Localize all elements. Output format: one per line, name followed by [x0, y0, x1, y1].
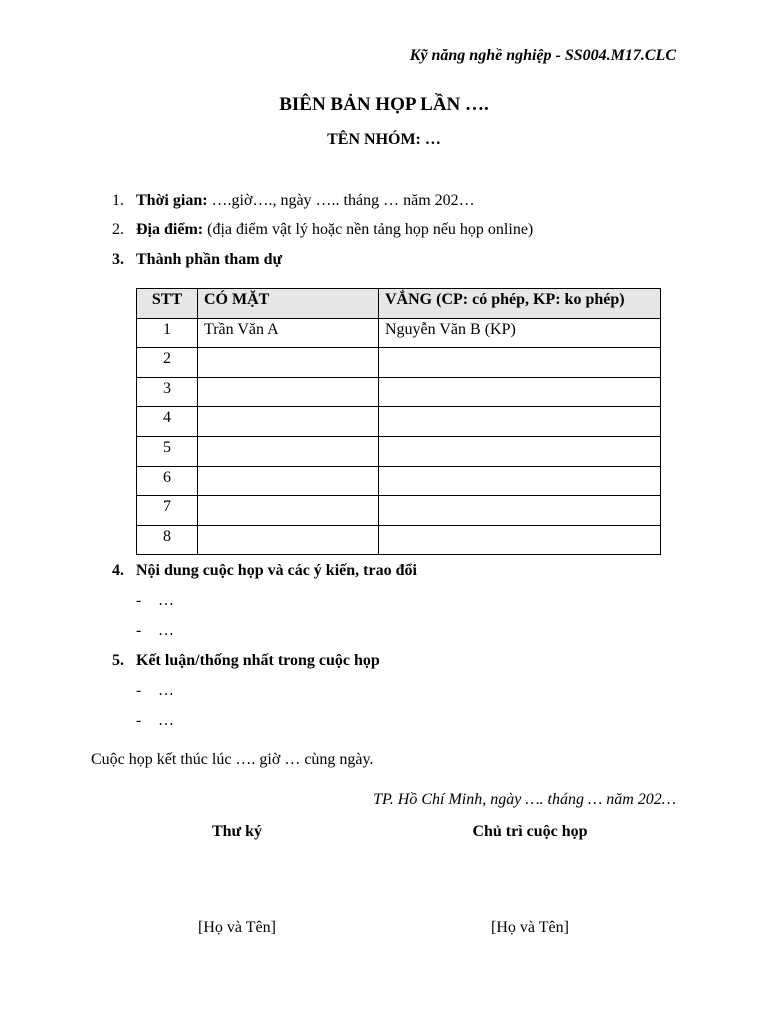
item-label: Nội dung cuộc họp và các ý kiến, trao đổi	[136, 562, 417, 579]
cell-absent	[379, 496, 661, 526]
table-header-row	[137, 289, 661, 319]
item-content	[112, 562, 417, 580]
cell-present	[198, 525, 379, 555]
table-row	[137, 436, 661, 466]
table-row	[137, 407, 661, 437]
cell-absent	[379, 348, 661, 378]
list-item: - …	[136, 622, 174, 639]
header-absent: VẮNG (CP: có phép, KP: ko phép)	[379, 289, 661, 319]
table-row	[137, 496, 661, 526]
item-number: 5.	[112, 652, 124, 669]
item-number: 3.	[112, 251, 124, 268]
table-row	[137, 525, 661, 555]
item-location	[112, 221, 533, 239]
table-row	[137, 377, 661, 407]
cell-stt: 8	[137, 525, 198, 555]
item-text: ….giờ…., ngày ….. tháng … năm 202…	[207, 192, 475, 209]
item-time	[112, 192, 475, 210]
closing-text: Cuộc họp kết thúc lúc …. giờ … cùng ngày.	[91, 751, 374, 768]
cell-absent: Nguyễn Văn B (KP)	[379, 318, 661, 348]
attendance-table	[136, 288, 661, 555]
item-label: Thành phần tham dự	[136, 251, 283, 268]
cell-stt: 7	[137, 496, 198, 526]
list-item: - …	[136, 712, 174, 729]
table-row	[137, 318, 661, 348]
document-title: BIÊN BẢN HỌP LẦN ….	[279, 94, 489, 115]
table-row	[137, 348, 661, 378]
cell-stt: 5	[137, 436, 198, 466]
cell-present	[198, 466, 379, 496]
cell-absent	[379, 436, 661, 466]
secretary-name: [Họ và Tên]	[198, 919, 276, 936]
table-row	[137, 466, 661, 496]
header-note: Kỹ năng nghề nghiệp - SS004.M17.CLC	[409, 47, 676, 64]
place-date: TP. Hồ Chí Minh, ngày …. tháng … năm 202…	[373, 791, 676, 808]
cell-absent	[379, 525, 661, 555]
chair-title: Chủ trì cuộc họp	[472, 823, 588, 840]
secretary-title: Thư ký	[211, 823, 263, 840]
cell-present	[198, 348, 379, 378]
item-conclusion	[112, 652, 380, 670]
item-label: Địa điểm:	[136, 221, 204, 238]
header-stt: STT	[137, 289, 198, 319]
cell-absent	[379, 466, 661, 496]
item-attendance	[112, 251, 282, 269]
cell-absent	[379, 377, 661, 407]
item-label: Thời gian:	[136, 192, 208, 209]
item-number: 2.	[112, 221, 124, 238]
item-number: 4.	[112, 562, 124, 579]
group-name: TÊN NHÓM: …	[327, 131, 441, 148]
chair-name: [Họ và Tên]	[491, 919, 569, 936]
cell-stt: 1	[137, 318, 198, 348]
list-item: - …	[136, 682, 174, 699]
cell-stt: 2	[137, 348, 198, 378]
cell-stt: 6	[137, 466, 198, 496]
cell-present	[198, 407, 379, 437]
item-text: (địa điểm vật lý hoặc nền tảng họp nếu họp online)	[203, 221, 534, 238]
cell-present	[198, 436, 379, 466]
cell-present	[198, 496, 379, 526]
item-number: 1.	[112, 192, 124, 209]
list-item: - …	[136, 592, 174, 609]
cell-stt: 4	[137, 407, 198, 437]
cell-present: Trần Văn A	[198, 318, 379, 348]
cell-absent	[379, 407, 661, 437]
cell-present	[198, 377, 379, 407]
cell-stt: 3	[137, 377, 198, 407]
header-present: CÓ MẶT	[198, 289, 379, 319]
item-label: Kết luận/thống nhất trong cuộc họp	[136, 652, 380, 669]
